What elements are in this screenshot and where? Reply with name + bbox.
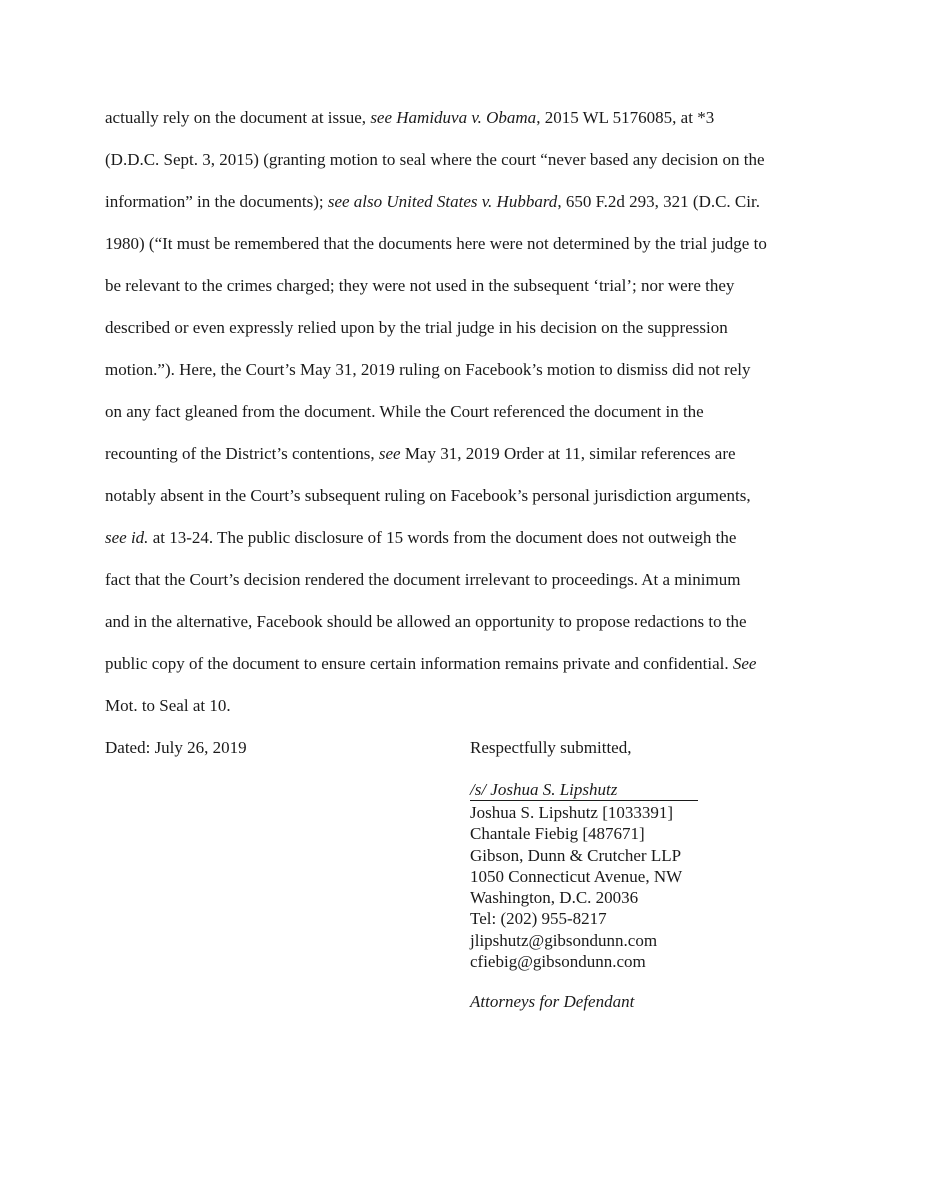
body-text-run: May 31, 2019 Order at 11, similar references are [400,444,736,463]
body-line [105,402,704,422]
body-text-run: Mot. to Seal at 10. [105,696,231,715]
body-text-run: at 13-24. The public disclosure of 15 words from the document does not outweigh the [148,528,737,547]
body-line [105,654,756,674]
attorneys-for-label: Attorneys for Defendant [470,992,635,1011]
signer-name: Joshua S. Lipshutz [1033391] [470,803,674,822]
dated-line: Dated: July 26, 2019 [105,738,247,757]
body-line [105,234,767,254]
body-text-run: actually rely on the document at issue, [105,108,371,127]
citation-italic: see id. [105,528,149,547]
citation-italic: see [378,444,401,463]
body-line [105,570,740,590]
body-line [105,150,765,170]
signature-line: /s/ Joshua S. Lipshutz [470,780,698,801]
closing-salutation: Respectfully submitted, [470,738,632,757]
body-text-run: recounting of the District’s contentions, [105,444,379,463]
citation-italic: See [732,654,757,673]
body-line [105,192,760,212]
body-text-run: notably absent in the Court’s subsequent ruling on Facebook’s personal jurisdiction arguments, [105,486,751,505]
body-text-run: (D.D.C. Sept. 3, 2015) (granting motion to seal where the court “never based any decision on the [105,150,765,169]
body-text-run: on any fact gleaned from the document. While the Court referenced the document in the [105,402,704,421]
body-line [105,276,734,296]
email-1[interactable]: jlipshutz@gibsondunn.com [470,930,658,950]
body-text-run: , 2015 WL 5176085, at *3 [536,108,715,127]
email-2[interactable]: cfiebig@gibsondunn.com [470,952,646,972]
body-line [105,696,231,716]
body-line [105,360,750,380]
body-text-run: and in the alternative, Facebook should be allowed an opportunity to propose redactions to the [105,612,747,631]
body-line [105,612,747,632]
body-text-run: 1980) (“It must be remembered that the documents here were not determined by the trial judge to [105,234,767,253]
body-text-run: public copy of the document to ensure certain information remains private and confidential. [105,654,733,673]
street-address: 1050 Connecticut Avenue, NW [470,866,683,886]
body-text-run: motion.”). Here, the Court’s May 31, 2019 ruling on Facebook’s motion to dismiss did not rely [105,360,751,379]
body-line [105,486,751,506]
signature-block [470,802,682,972]
body-line [105,528,736,548]
city-state-zip: Washington, D.C. 20036 [470,888,639,908]
body-line [105,108,714,128]
body-line [105,318,728,338]
co-signer-name: Chantale Fiebig [487671] [470,824,645,844]
body-line [105,444,736,464]
body-text-run: information” in the documents); [105,192,328,211]
citation-italic: see also United States v. Hubbard [327,192,558,211]
body-text-run: be relevant to the crimes charged; they were not used in the subsequent ‘trial’; nor were they [105,276,735,295]
body-text-run: described or even expressly relied upon by the trial judge in his decision on the suppression [105,318,728,337]
body-text-run: , 650 F.2d 293, 321 (D.C. Cir. [557,192,760,211]
citation-italic: see Hamiduva v. Obama [370,108,537,127]
telephone: Tel: (202) 955-8217 [470,909,607,929]
firm-name: Gibson, Dunn & Crutcher LLP [470,845,682,865]
body-text-run: fact that the Court’s decision rendered the document irrelevant to proceedings. At a minimum [105,570,741,589]
